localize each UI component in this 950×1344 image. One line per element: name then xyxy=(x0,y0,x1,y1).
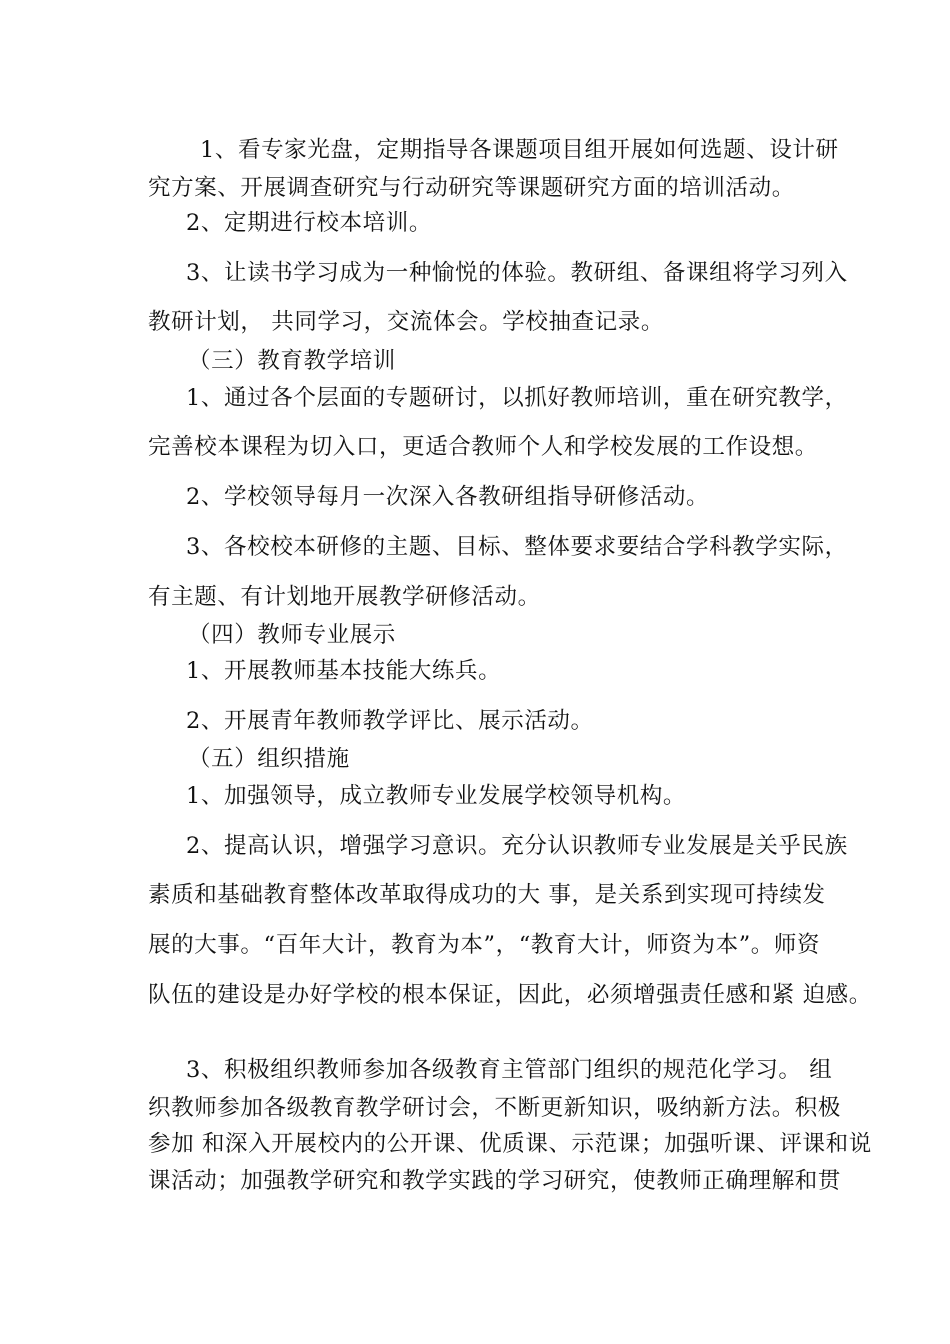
paragraph-line: 1、通过各个层面的专题研讨，以抓好教师培训，重在研究教学， xyxy=(186,385,848,411)
paragraph-line: 完善校本课程为切入口，更适合教师个人和学校发展的工作设想。 xyxy=(148,434,818,460)
paragraph-line: 3、各校校本研修的主题、目标、整体要求要结合学科教学实际， xyxy=(186,534,848,560)
paragraph-line: 2、提高认识，增强学习意识。充分认识教师专业发展是关乎民族 xyxy=(186,833,848,859)
paragraph-line: 1、加强领导，成立教师专业发展学校领导机构。 xyxy=(186,783,687,809)
paragraph-line: 2、定期进行校本培训。 xyxy=(186,210,432,236)
paragraph-line: 织教师参加各级教育教学研讨会，不断更新知识，吸纳新方法。积极 xyxy=(148,1095,842,1121)
paragraph-line: 2、学校领导每月一次深入各教研组指导研修活动。 xyxy=(186,484,710,510)
paragraph-line: 课活动；加强教学研究和教学实践的学习研究，使教师正确理解和贯 xyxy=(148,1168,842,1194)
paragraph-line: 队伍的建设是办好学校的根本保证，因此，必须增强责任感和紧 迫感。 xyxy=(148,982,872,1008)
paragraph-line: 究方案、开展调查研究与行动研究等课题研究方面的培训活动。 xyxy=(148,175,795,201)
paragraph-line: 3、积极组织教师参加各级教育主管部门组织的规范化学习。 组 xyxy=(186,1057,833,1083)
paragraph-line: 2、开展青年教师教学评比、展示活动。 xyxy=(186,708,594,734)
section-heading: （四）教师专业展示 xyxy=(188,622,396,648)
section-heading: （三）教育教学培训 xyxy=(188,348,396,374)
paragraph-line: 素质和基础教育整体改革取得成功的大 事，是关系到实现可持续发 xyxy=(148,882,826,908)
section-heading: （五）组织措施 xyxy=(188,746,350,772)
paragraph-line: 3、让读书学习成为一种愉悦的体验。教研组、备课组将学习列入 xyxy=(186,260,848,286)
paragraph-line: 参加 和深入开展校内的公开课、优质课、示范课；加强听课、评课和说 xyxy=(148,1131,872,1157)
paragraph-line: 1、开展教师基本技能大练兵。 xyxy=(186,658,502,684)
paragraph-line: 有主题、有计划地开展教学研修活动。 xyxy=(148,584,541,610)
paragraph-line: 1、看专家光盘，定期指导各课题项目组开展如何选题、设计研 xyxy=(200,137,839,163)
paragraph-line: 教研计划， 共同学习，交流体会。学校抽查记录。 xyxy=(148,309,664,335)
paragraph-line: 展的大事。“百年大计，教育为本”，“教育大计，师资为本”。师资 xyxy=(148,932,821,958)
